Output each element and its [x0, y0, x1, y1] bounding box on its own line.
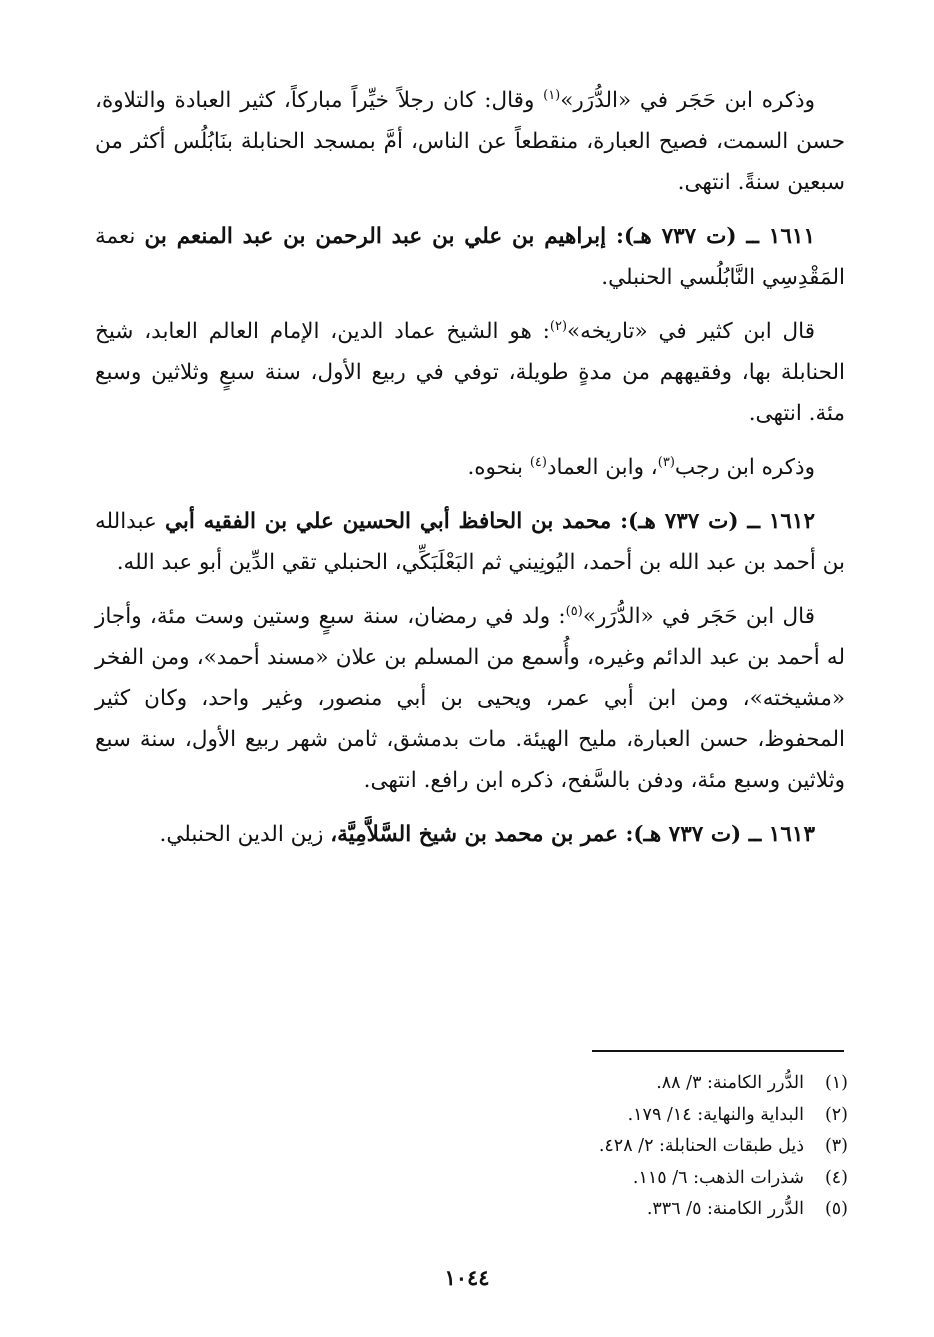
footnote-item [348, 1163, 848, 1195]
footnotes [348, 1068, 848, 1226]
text: : هو الشيخ عماد الدين، الإمام العالم العابد، شيخ الحنابلة بها، وفقيههم من مدةٍ طويلة، توفي في ربيع الأول، سنة سبعٍ وثلاثين وسبع مئة. انتهى. [95, 319, 845, 426]
paragraph-ibn-kathir [95, 311, 845, 434]
footnote-ref: (٣) [657, 454, 675, 470]
text: وذكره ابن حَجَر في «الدُّرَر» [560, 88, 816, 113]
footnote-item [348, 1194, 848, 1226]
footnote-item [348, 1131, 848, 1163]
footnote-separator [592, 1050, 844, 1052]
entry-number: ١٦١١ ــ (ت ٧٣٧ هـ): [615, 224, 815, 249]
footnote-number: (٢) [824, 1104, 848, 1125]
paragraph-ibn-hajar-1 [95, 80, 845, 203]
footnote-number: (٥) [824, 1199, 848, 1219]
footnote-text: الدُّرر الكامنة: ٥/ ٣٣٦. [646, 1199, 804, 1219]
footnote-item [348, 1068, 848, 1100]
footnote-ref: (٤) [529, 454, 547, 470]
footnote-text: الدُّرر الكامنة: ٣/ ٨٨. [656, 1073, 804, 1093]
text: وذكره ابن رجب [674, 455, 815, 480]
entry-name: إبراهيم بن علي بن عبد الرحمن بن عبد المنعم بن [144, 224, 616, 249]
text: ، وابن العماد [546, 455, 658, 480]
text: بنحوه. [467, 455, 530, 480]
entry-name-rest: نعمة المَقْدِسِي النَّابُلُسي الحنبلي. [95, 224, 845, 290]
footnote-number: (١) [824, 1073, 848, 1093]
entry-1611 [95, 216, 845, 298]
footnote-item [348, 1100, 848, 1132]
entry-name: محمد بن الحافظ أبي الحسين علي بن الفقيه أبي [164, 509, 621, 534]
page-body [95, 80, 845, 868]
entry-name: عمر بن محمد بن شيخ السَّلاَّمِيَّة، [330, 822, 626, 847]
entry-1613 [95, 814, 845, 855]
footnote-text: ذيل طبقات الحنابلة: ٢/ ٤٢٨. [598, 1136, 804, 1156]
footnote-text: شذرات الذهب: ٦/ ١١٥. [632, 1167, 804, 1188]
footnote-ref: (٥) [565, 603, 583, 619]
footnote-number: (٤) [824, 1167, 848, 1188]
footnote-ref: (١) [543, 87, 561, 103]
entry-name-rest: عبدالله بن أحمد بن عبد الله بن أحمد، اليُونِيني ثم البَعْلَبَكِّي، الحنبلي تقي الدِّين أبو عبد الله. [95, 509, 845, 575]
text: : ولد في رمضان، سنة سبعٍ وستين وست مئة، وأجاز له أحمد بن عبد الدائم وغيره، وأُسمع من المسلم بن علان «مسند أحمد»، ومن الفخر «مشيخته»، ومن ابن أبي عمر، ويحيى بن أبي منصور، وغير واحد، وكان كثير المحفوظ، حسن العبارة، مليح الهيئة. مات بدمشق، ثامن شهر ربيع الأول، سنة سبع وثلاثين وسبع مئة، ودفن بالسَّفح، ذكره ابن رافع. انتهى. [95, 604, 845, 793]
text: وقال: كان رجلاً خيِّراً مباركاً، كثير العبادة والتلاوة، حسن السمت، فصيح العبارة، منقطعاً عن الناس، أمَّ بمسجد الحنابلة بنَابُلُس أكثر من سبعين سنةً. انتهى. [95, 88, 845, 195]
footnote-number: (٣) [824, 1136, 848, 1156]
entry-number: ١٦١٣ ــ (ت ٧٣٧ هـ): [625, 822, 815, 847]
footnote-text: البداية والنهاية: ١٤/ ١٧٩. [627, 1104, 804, 1125]
entry-number: ١٦١٢ ــ (ت ٧٣٧ هـ): [620, 509, 816, 534]
page-number: ١٠٤٤ [444, 1265, 490, 1290]
text: قال ابن كثير في «تاريخه» [567, 319, 816, 344]
text: قال ابن حَجَر في «الدُّرَر» [582, 604, 815, 629]
footnote-ref: (٢) [549, 318, 568, 334]
entry-name-rest: زين الدين الحنبلي. [159, 822, 331, 847]
entry-1612 [95, 501, 845, 583]
paragraph-ibn-rajab [95, 447, 845, 488]
paragraph-ibn-hajar-2 [95, 596, 845, 801]
